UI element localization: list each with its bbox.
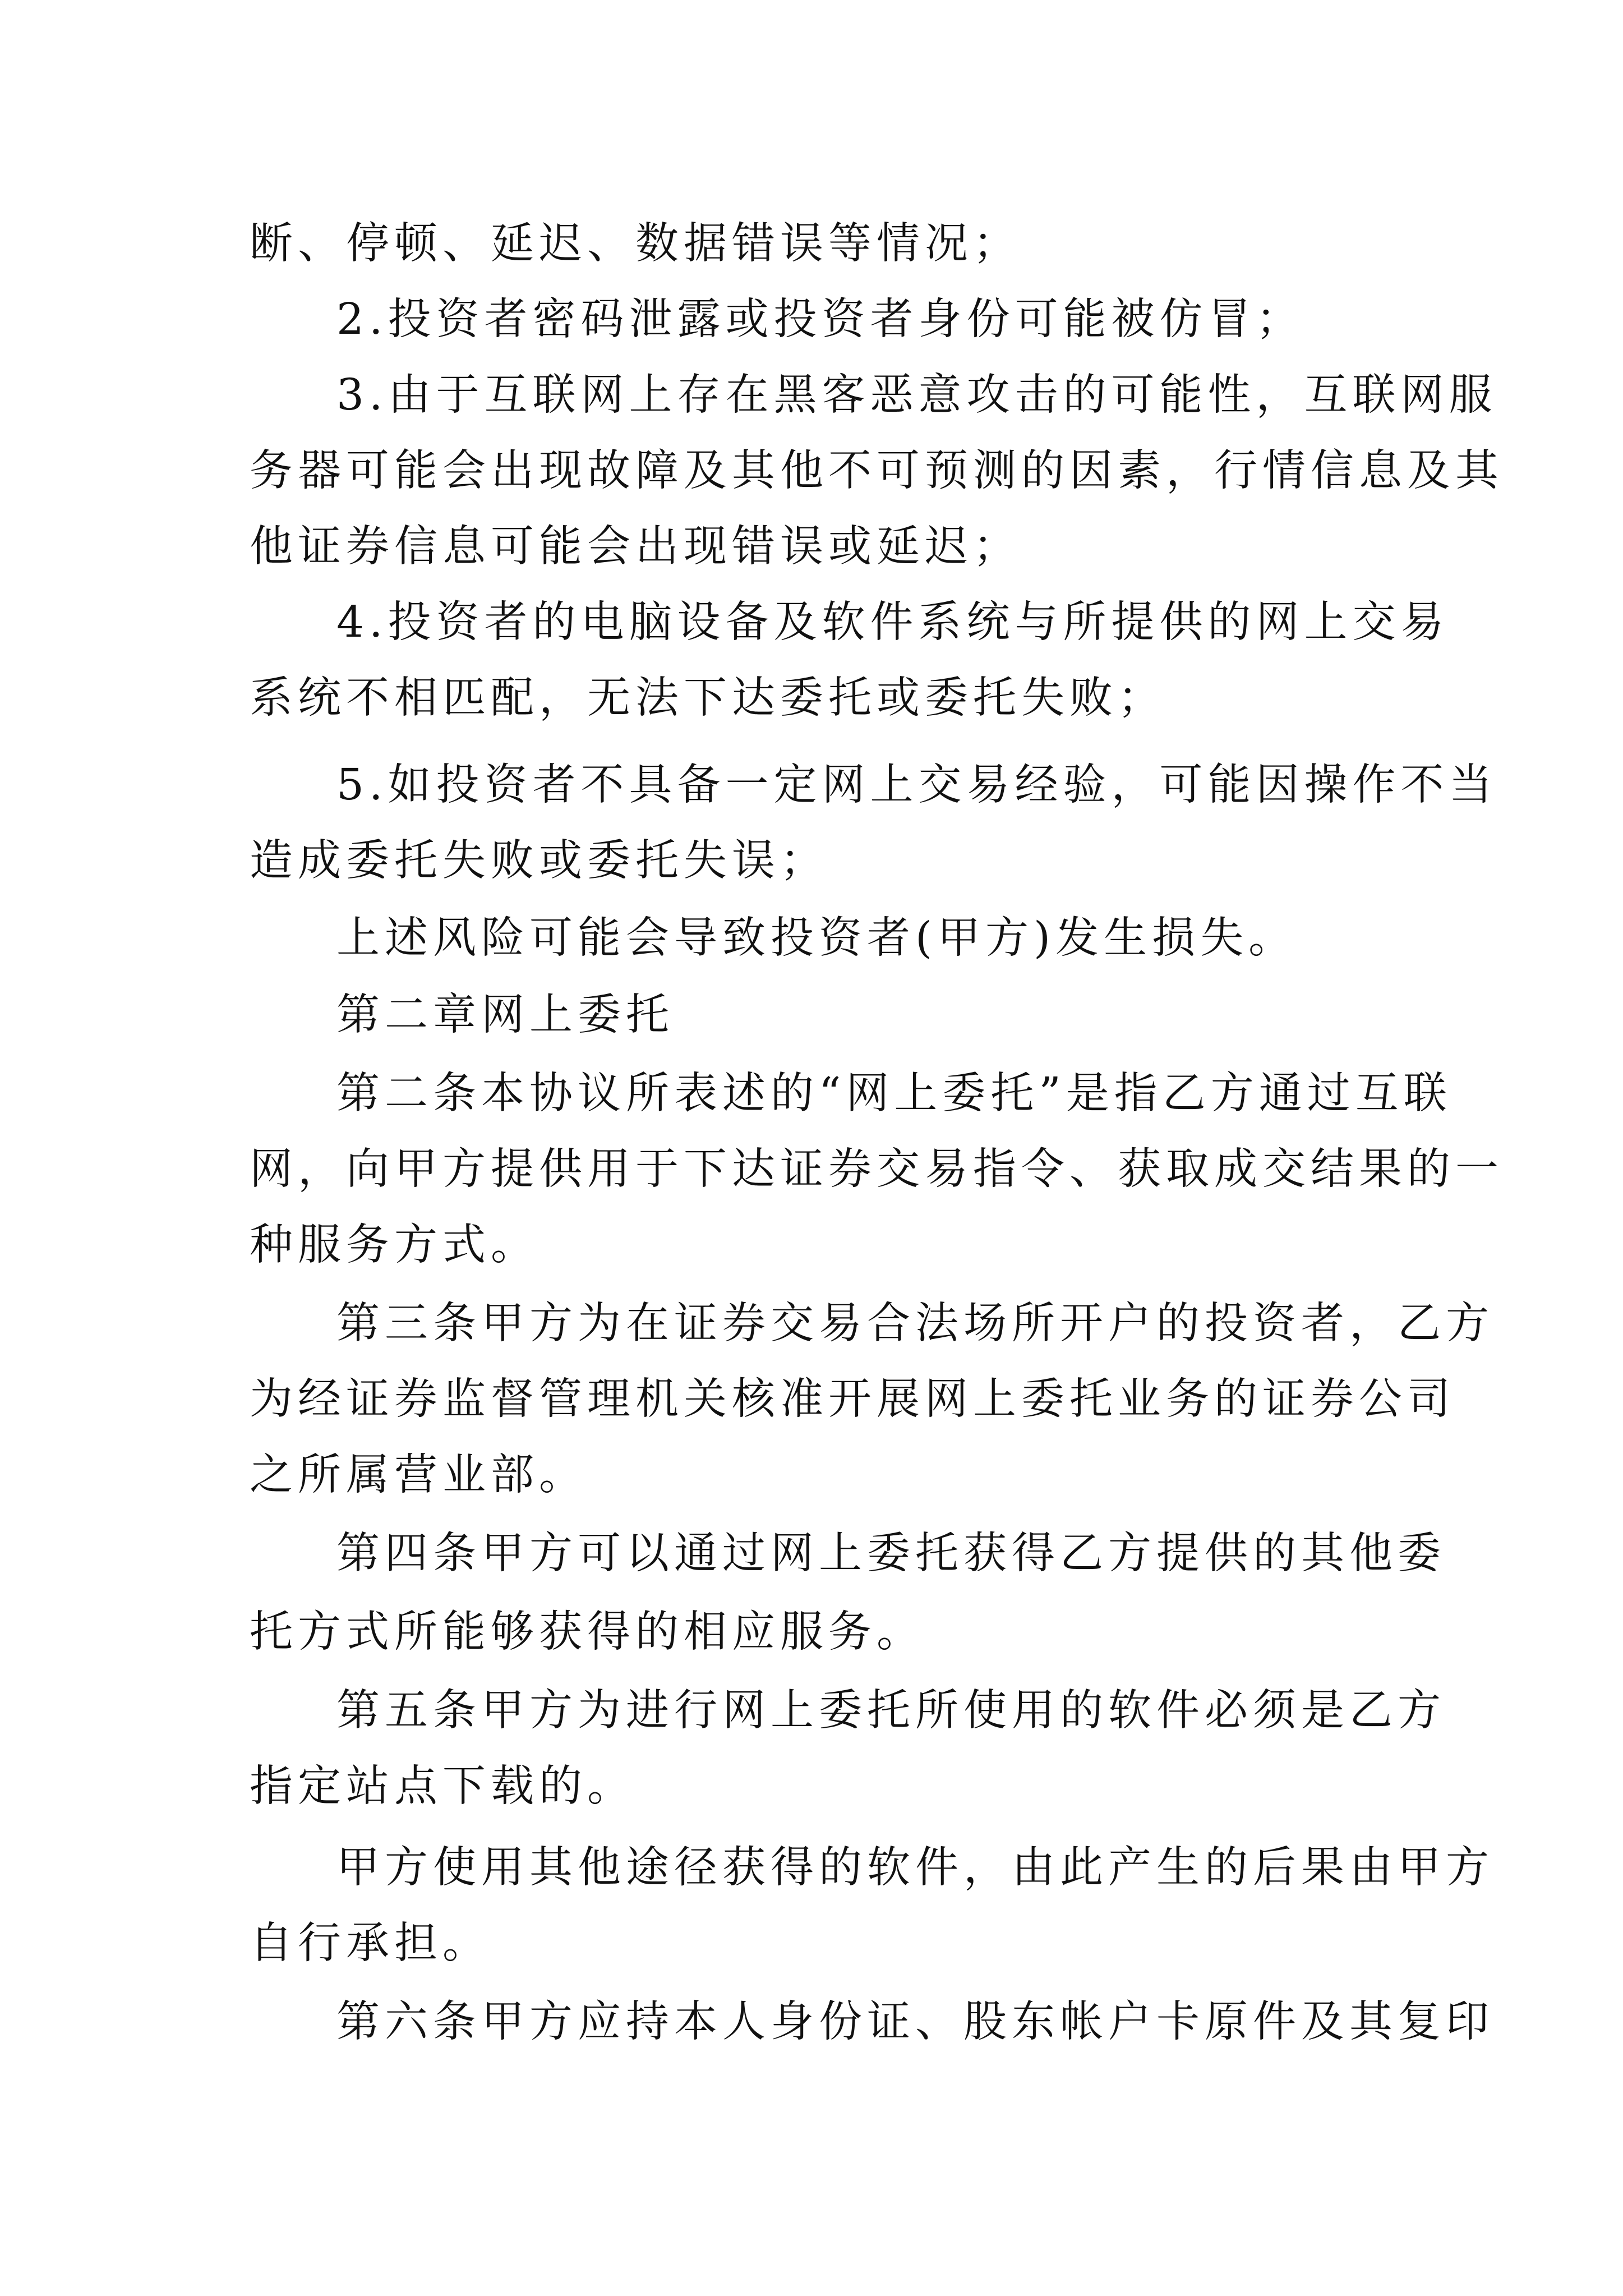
text-line-18: 第四条甲方可以通过网上委托获得乙方提供的其他委	[336, 1529, 1446, 1579]
text-line-4: 务器可能会出现故障及其他不可预测的因素，行情信息及其	[250, 446, 1504, 496]
text-line-19: 托方式所能够获得的相应服务。	[250, 1607, 925, 1657]
text-line-9: 造成委托失败或委托失误；	[250, 836, 828, 886]
text-line-10: 上述风险可能会导致投资者(甲方)发生损失。	[336, 913, 1297, 963]
text-line-20: 第五条甲方为进行网上委托所使用的软件必须是乙方	[336, 1686, 1446, 1736]
text-line-17: 之所属营业部。	[250, 1450, 587, 1500]
text-line-12: 第二条本协议所表述的“网上委托”是指乙方通过互联	[336, 1069, 1452, 1119]
text-line-21: 指定站点下载的。	[250, 1761, 635, 1811]
text-line-1: 断、停顿、延迟、数据错误等情况；	[250, 219, 1021, 269]
text-line-22: 甲方使用其他途径获得的软件，由此产生的后果由甲方	[336, 1843, 1494, 1893]
text-line-16: 为经证券监督管理机关核准开展网上委托业务的证券公司	[250, 1374, 1455, 1424]
text-line-13: 网，向甲方提供用于下达证券交易指令、获取成交结果的一	[250, 1144, 1504, 1194]
text-line-15: 第三条甲方为在证券交易合法场所开户的投资者，乙方	[336, 1299, 1494, 1349]
text-line-7: 系统不相匹配，无法下达委托或委托失败；	[250, 673, 1166, 723]
text-line-6: 4.投资者的电脑设备及软件系统与所提供的网上交易	[336, 597, 1449, 647]
text-line-2: 2.投资者密码泄露或投资者身份可能被仿冒；	[336, 295, 1304, 344]
text-line-5: 他证券信息可能会出现错误或延迟；	[250, 522, 1021, 572]
section-heading: 第二章网上委托	[336, 990, 674, 1040]
text-line-8: 5.如投资者不具备一定网上交易经验，可能因操作不当	[336, 760, 1497, 810]
text-line-14: 种服务方式。	[250, 1220, 539, 1270]
text-line-3: 3.由于互联网上存在黑客恶意攻击的可能性，互联网服	[336, 370, 1497, 420]
text-line-23: 自行承担。	[250, 1918, 491, 1968]
text-line-24: 第六条甲方应持本人身份证、股东帐户卡原件及其复印	[336, 1997, 1494, 2047]
